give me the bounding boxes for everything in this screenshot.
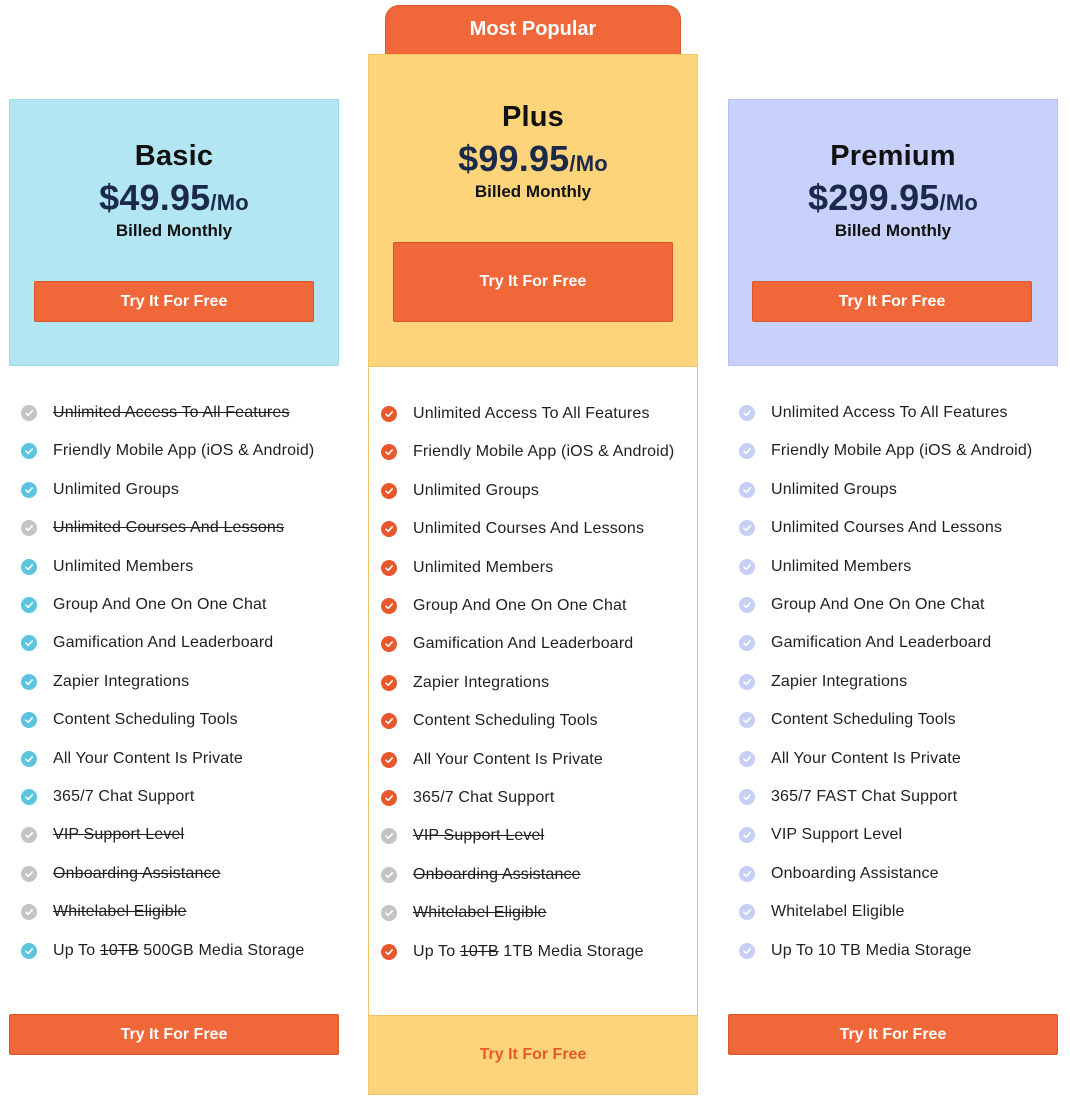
feature-text: VIP Support Level: [413, 827, 545, 844]
check-icon: [739, 827, 755, 843]
feature-text: Gamification And Leaderboard: [53, 634, 274, 651]
badge-label: Most Popular: [469, 18, 597, 40]
feature-text-struck: 10TB: [99, 942, 139, 959]
feature-text: VIP Support Level: [771, 826, 903, 843]
feature-text: Whitelabel Eligible: [413, 904, 547, 921]
plan-price: [728, 177, 1058, 219]
check-icon: [739, 866, 755, 882]
feature-text: 365/7 Chat Support: [53, 788, 195, 805]
billing-cycle: Billed Monthly: [115, 221, 233, 240]
feature-item: [739, 479, 897, 501]
try-free-button-top[interactable]: Try It For Free: [34, 281, 314, 322]
feature-text: Friendly Mobile App (iOS & Android): [771, 442, 1033, 459]
check-icon: [739, 482, 755, 498]
feature-text: Unlimited Groups: [413, 482, 540, 499]
feature-item: [739, 748, 961, 770]
check-icon: [739, 674, 755, 690]
price-period: /Mo: [569, 151, 608, 176]
plan-name: Premium: [830, 140, 956, 172]
feature-text: Unlimited Members: [53, 558, 194, 575]
feature-text: Onboarding Assistance: [413, 866, 581, 883]
feature-text: All Your Content Is Private: [413, 751, 603, 768]
feature-item: [739, 940, 972, 962]
feature-text: Unlimited Access To All Features: [771, 404, 1008, 421]
feature-item: [739, 901, 905, 923]
try-free-button-bottom[interactable]: Try It For Free: [9, 1014, 339, 1055]
feature-text: 365/7 Chat Support: [413, 789, 555, 806]
feature-text: Friendly Mobile App (iOS & Android): [53, 442, 315, 459]
feature-text: Zapier Integrations: [413, 674, 550, 691]
billing-cycle: Billed Monthly: [474, 182, 592, 201]
feature-text: Unlimited Members: [771, 558, 912, 575]
feature-item: [739, 517, 1002, 539]
feature-text: Gamification And Leaderboard: [413, 635, 634, 652]
feature-text: Onboarding Assistance: [53, 865, 221, 882]
try-free-button-top[interactable]: Try It For Free: [393, 242, 673, 322]
feature-text: 365/7 FAST Chat Support: [771, 788, 958, 805]
feature-text: Up To 10 TB Media Storage: [771, 942, 972, 959]
try-free-button-bottom[interactable]: Try It For Free: [728, 1014, 1058, 1055]
feature-item: [739, 632, 991, 654]
feature-text-suffix: 1TB Media Storage: [498, 943, 644, 960]
plan-premium-heading: [728, 140, 1058, 241]
feature-text: Zapier Integrations: [53, 673, 190, 690]
feature-text: Unlimited Access To All Features: [413, 405, 650, 422]
feature-text: Whitelabel Eligible: [53, 903, 187, 920]
check-icon: [739, 904, 755, 920]
check-icon: [739, 635, 755, 651]
try-free-button-top[interactable]: Try It For Free: [752, 281, 1032, 322]
plan-name: Basic: [134, 140, 214, 172]
feature-text: Onboarding Assistance: [771, 865, 939, 882]
feature-item: [739, 824, 902, 846]
feature-text-prefix: Up To: [53, 942, 100, 959]
feature-text: All Your Content Is Private: [53, 750, 243, 767]
feature-item: [739, 440, 1032, 462]
feature-text: All Your Content Is Private: [771, 750, 961, 767]
check-icon: [739, 597, 755, 613]
feature-text: Unlimited Access To All Features: [53, 404, 290, 421]
feature-text: Zapier Integrations: [771, 673, 908, 690]
feature-text: Group And One On One Chat: [771, 596, 985, 613]
feature-text: Content Scheduling Tools: [771, 711, 956, 728]
price-amount: $99.95: [458, 138, 570, 179]
price-amount: $299.95: [807, 177, 940, 218]
feature-item: [739, 709, 956, 731]
price-amount: $49.95: [99, 177, 211, 218]
feature-list: [739, 402, 1059, 962]
try-free-button-bottom[interactable]: Try It For Free: [369, 1015, 697, 1094]
feature-text: Content Scheduling Tools: [53, 711, 238, 728]
feature-item: [739, 786, 957, 808]
price-period: /Mo: [939, 190, 978, 215]
feature-text: Unlimited Groups: [771, 481, 898, 498]
feature-text-prefix: Up To: [413, 943, 460, 960]
feature-text-struck: 10TB: [459, 943, 499, 960]
feature-item: [739, 671, 907, 693]
billing-cycle: Billed Monthly: [834, 221, 952, 240]
check-icon: [739, 751, 755, 767]
feature-text: Group And One On One Chat: [413, 597, 627, 614]
check-icon: [739, 520, 755, 536]
feature-text: Unlimited Courses And Lessons: [771, 519, 1003, 536]
feature-item: [739, 594, 985, 616]
feature-text: VIP Support Level: [53, 826, 185, 843]
price-period: /Mo: [210, 190, 249, 215]
feature-text: Content Scheduling Tools: [413, 712, 598, 729]
check-icon: [739, 559, 755, 575]
check-icon: [739, 443, 755, 459]
feature-text: Unlimited Members: [413, 559, 554, 576]
feature-text: Friendly Mobile App (iOS & Android): [413, 443, 675, 460]
feature-text: Unlimited Groups: [53, 481, 180, 498]
feature-text: Unlimited Courses And Lessons: [53, 519, 285, 536]
feature-text: Gamification And Leaderboard: [771, 634, 992, 651]
check-icon: [739, 712, 755, 728]
check-icon: [739, 943, 755, 959]
feature-item: [739, 556, 911, 578]
feature-text: Whitelabel Eligible: [771, 903, 905, 920]
feature-text: Unlimited Courses And Lessons: [413, 520, 645, 537]
feature-text-suffix: 500GB Media Storage: [138, 942, 305, 959]
feature-item: [739, 402, 1008, 424]
check-icon: [739, 789, 755, 805]
plan-name: Plus: [501, 101, 565, 133]
check-icon: [739, 405, 755, 421]
feature-text: Group And One On One Chat: [53, 596, 267, 613]
feature-item: [739, 863, 939, 885]
